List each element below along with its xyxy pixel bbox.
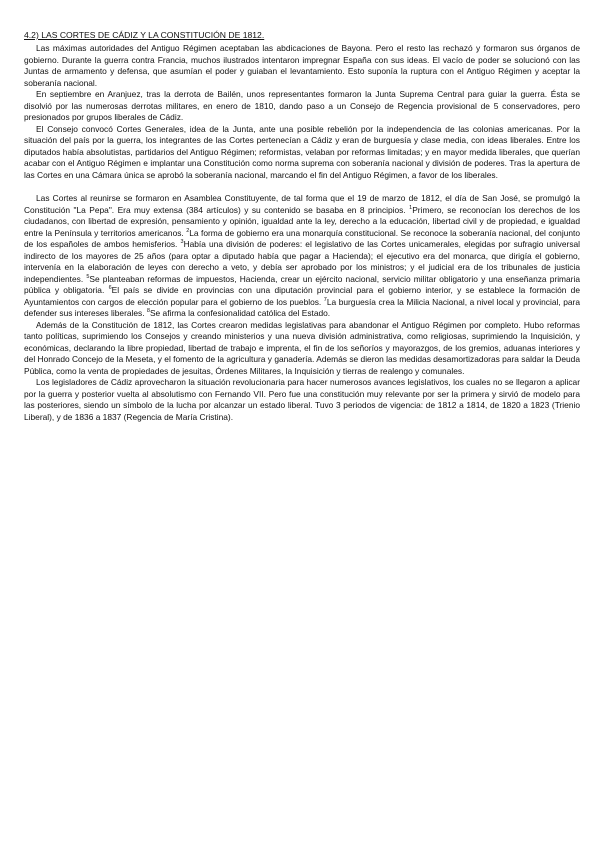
principle-number: 7 xyxy=(323,296,327,303)
principle-text: El país se divide en provincias con una diputación provincial para el gobierno interior, y se establece la formación de Ayuntamientos con cargos de elección popular para el gobierno de los pueblos. xyxy=(24,285,580,307)
constitucion-intro: Las Cortes al reunirse se formaron en Asamblea Constituyente, de tal forma que el 19 de marzo de 1812, el día de San José, se promulgó la Constitución "La Pepa". Era muy extensa (384 artículos) y su contenido se basaba en 8 principios. xyxy=(24,193,580,215)
principle-number: 1 xyxy=(409,204,413,211)
principle-number: 2 xyxy=(186,227,190,234)
paragraph-legisladores: Los legisladores de Cádiz aprovecharon la situación revolucionaria para hacer numerosos avances legislativos, los cuales no se llegaron a aplicar por la guerra y posterior vuelta al absolutismo con Fernando VII. Pero fue una constitución muy relevante por ser la primera y sirvió de modelo para las posteriores, siendo un símbolo de la lucha por alcanzar un estado liberal. Tuvo 3 periodos de vigencia: de 1812 a 1814, de 1820 a 1823 (Trienio Liberal), y de 1836 a 1837 (Regencia de María Cristina). xyxy=(24,377,580,422)
principle-text: Se planteaban reformas de impuestos, Hacienda, crear un ejército nacional, servicio militar obligatorio y una enseñanza primaria pública y obligatoria. xyxy=(24,273,580,295)
paragraph-constitucion xyxy=(24,193,580,320)
document-body xyxy=(24,30,580,423)
principle-text: La burguesía crea la Milicia Nacional, a nivel local y provincial, para defender sus intereses liberales. xyxy=(24,296,580,318)
principle-text: Primero, se reconocían los derechos de los ciudadanos, con libertad de expresión, pensamiento y opinión, igualdad ante la ley, derecho a la educación, libertad civil y de propiedad, e igualdad entre la Península y territorios americanos. xyxy=(24,204,580,238)
principle-text: Se afirma la confesionalidad católica del Estado. xyxy=(149,308,331,318)
paragraph-cortes-generales: El Consejo convocó Cortes Generales, idea de la Junta, ante una posible rebelión por la independencia de las colonias americanas. Por la situación del país por la guerra, los integrantes de las Cortes pertenecían a Cádiz y eran de burguesía y clase media, con ideas liberales. Entre los diputados había absolutistas, partidarios del Antiguo Régimen; reformistas, velaban por reformas limitadas; y en mayor medida liberales, que querían acabar con el Antiguo Régimen e implantar una Constitución como norma suprema con soberanía nacional y división de poderes. Tras la apertura de las Cortes en una Cámara única se aprobó la soberanía nacional, marcando el fin del Antiguo Régimen, a favor de los liberales. xyxy=(24,123,580,180)
principle-number: 6 xyxy=(108,285,112,292)
principle-number: 8 xyxy=(146,308,150,315)
paragraph-junta-suprema: En septiembre en Aranjuez, tras la derrota de Bailén, unos representantes formaron la Junta Suprema Central para guiar la guerra. Ésta se disolvió por las numerosas derrotas militares, en enero de 1810, dando paso a un Consejo de Regencia provisional de 5 conservadores, pero presionados por grupos liberales de Cádiz. xyxy=(24,89,580,122)
paragraph-medidas-legislativas: Además de la Constitución de 1812, las Cortes crearon medidas legislativas para abandonar el Antiguo Régimen por completo. Hubo reformas tanto políticas, suprimiendo los Consejos y creando ministerios y una nueva división administrativa, como religiosas, suprimiendo la Inquisición, y económicas, declarando la libre propiedad, libertad de trabajo e imprenta, el fin de los señoríos y mayorazgos, de los gremios, aduanas interiores y del Honrado Concejo de la Meseta, y el fomento de la agricultura y ganadería. Además se dieron las medidas desamortizadoras para saldar la Deuda Pública, como la venta de propiedades de jesuitas, Órdenes Militares, la Inquisición y tierras de realengo y comunales. xyxy=(24,319,580,376)
paragraph-abdicaciones: Las máximas autoridades del Antiguo Régimen aceptaban las abdicaciones de Bayona. Pero el resto las rechazó y formaron sus órganos de gobierno. Durante la guerra contra Francia, muchos ilustrados intentaron impregnar España con sus ideas. El vacío de poder se solucionó con las Juntas de armamento y defensa, que asumían el poder y guiaban el levantamiento. Esto suponía la ruptura con el Antiguo Régimen y aceptar la soberanía nacional. xyxy=(24,43,580,88)
principle-text: Había una división de poderes: el legislativo de las Cortes unicamerales, elegidas por sufragio universal indirecto de los mayores de 25 años (para optar a diputado había que pagar a Hacienda); el ejecutivo era del monarca, que dirigía el gobierno, intervenía en la elaboración de leyes con derecho a veto, y debía ser aprobado por los ministros; y el judicial era de los tribunales de justicia independientes. xyxy=(24,239,581,284)
paragraph-spacer xyxy=(24,181,580,193)
principle-number: 3 xyxy=(180,239,184,246)
principle-text: La forma de gobierno era una monarquía constitucional. Se reconoce la soberanía nacional, del conjunto de los españoles de ambos hemisferios. xyxy=(24,227,580,249)
principle-number: 5 xyxy=(86,273,90,280)
section-title: 4.2) LAS CORTES DE CÁDIZ Y LA CONSTITUCIÓN DE 1812. xyxy=(24,30,265,40)
